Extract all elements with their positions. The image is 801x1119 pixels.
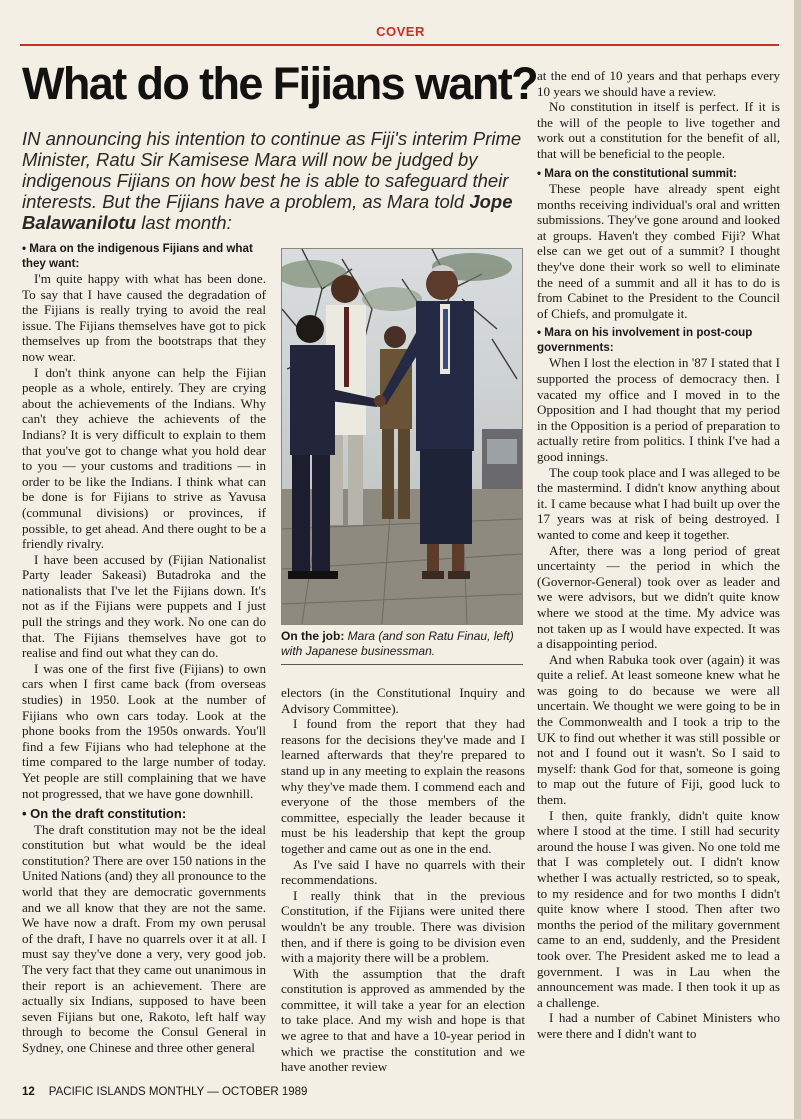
intro-standfirst xyxy=(22,128,528,233)
paragraph: I'm quite happy with what has been done. To say that I have caused the degradation of the Fijians is really trying to avoid the real issue. The Fijians themselves have got to pick themselves up from the bootstraps that they now wear. xyxy=(22,271,266,364)
paragraph: at the end of 10 years and that perhaps every 10 years we should have a review. xyxy=(537,68,780,99)
paragraph: I then, quite frankly, didn't quite know where I stood at the time. I still had security around the house I was given. No one told me that I was completely out. I didn't know whether I was actually restricted, so to speak, to my residence and for two months I didn't quite know where I stood. Then after two months the period of the military government came to an end, suddenly, and the President took over. The President asked me to lead a government. I was in Lau when the announcement was made. I then took it up as a challenge. xyxy=(537,807,780,1010)
intro-author: Jope Balawanilotu xyxy=(22,191,513,233)
subhead-summit: • Mara on the constitutional summit: xyxy=(537,166,737,180)
paragraph: The draft constitution may not be the ideal constitution but what would be the ideal constitution? There are over 150 nations in the United Nations (and) they all pronounce to the world that they are democratic governments and we all know that they are not the same. We have now a draft. From my own perusal of the draft, I have no quarrels over it at all. I must say they've done a very, very good job. The very fact that they came out unanimous in their report is an achievement. There are actually six Indians, supposed to have been seven Fijians but one, Rakoto, left half way through to become the Consul General in Sydney, one Chinese and three other general xyxy=(22,821,266,1055)
paragraph: I don't think anyone can help the Fijian people as a whole, entirely. They are crying about the achievements of the Indians. Why can't they achieve the achievents of the Indians? It is very difficult to explain to them that you've got to change what you hold dear to you — your customs and traditions — in order to be like the Indians. I think what can be done is for Fijians to strive as Yavusa (communal divisions) or provinces, if possible, to get ahead. And there ought to be a friendly rivalry. xyxy=(22,364,266,552)
paragraph: I found from the report that they had reasons for the decisions they've made and I learned afterwards that they're prepared to stand up in any meeting to explain the reasons why they've made them. I commend each and everyone of the those members of the committee, especially the leader because it must be his leadership that kept the group together and came out as one in the end. xyxy=(281,716,525,856)
headline: What do the Fijians want? xyxy=(22,58,537,109)
subhead-post-coup: • Mara on his involvement in post-coup governments: xyxy=(537,326,753,354)
paragraph: And when Rabuka took over (again) it was quite a relief. At least someone knew what he was going to do because we were all uncertain. We thought we were going to be in the Commonwealth and I took a trip to the UK to find out whether it was still possible or not and I found out it wasn't. So I said to myself: thank God for that, someone is going to map out the future of Fiji, good luck to them. xyxy=(537,651,780,808)
intro-text: IN announcing his intention to continue as Fiji's interim Prime Minister, Ratu Sir Kamisese Mara will now be judged by indigenous Fijians on how best he is able to safeguard their interests. But the Fijians have a problem, as Mara told xyxy=(22,128,522,212)
page-footer xyxy=(22,1086,307,1098)
caption-lead: On the job: xyxy=(281,629,345,643)
paragraph: I had a number of Cabinet Ministers who were there and I didn't want to xyxy=(537,1010,780,1041)
paragraph: After, there was a long period of great uncertainty — the period in which the (Governor-General) took over as leader and we were advisors, but we didn't quite know where we stood at the time. My advice was not taken up as I would have expected. It was a disappointing period. xyxy=(537,542,780,652)
paragraph: When I lost the election in '87 I stated that I supported the process of democracy then. I vacated my office and I moved in to the Opposition and I had thought that my period in the Opposition is a period of preparation to actually retire from politics. I think I've had a good innings. xyxy=(537,355,780,464)
publication-line: PACIFIC ISLANDS MONTHLY — OCTOBER 1989 xyxy=(48,1086,308,1098)
intro-tail: last month: xyxy=(136,212,232,233)
paragraph: As I've said I have no quarrels with their recommendations. xyxy=(281,856,525,888)
subhead-draft-constitution: • On the draft constitution: xyxy=(22,806,187,822)
paragraph: I was one of the first five (Fijians) to own cars when I first came back (from overseas studies) in 1950. Look at the number of Fijians who own cars today. Look at the phone books from the 1950s onwards. You'll find a few Fijians who had telephone at the time compared to the large number of today. Yet people are still complaining that we have not progressed, that we have gone downhill. xyxy=(22,660,266,801)
column-3 xyxy=(537,68,780,1042)
paragraph: I really think that in the previous Constitution, if the Fijians were united there wouldn't be any trouble. There was division then, and if there is going to be division even with a majority there will be a problem. xyxy=(281,887,525,966)
caption-text: Mara (and son Ratu Finau, left) with Japanese businessman. xyxy=(281,629,514,658)
paragraph: These people have already spent eight months receiving individual's oral and written submissions. They've gone around and looked at groups. Haven't they combed Fiji? What else can we get out of a summit? I thought they've done their work so well to eliminate the need of a summit and all it has to do is from Cabinet to the President to the Council of Chiefs, and promulgate it. xyxy=(537,181,780,321)
paragraph: With the assumption that the draft constitution is approved as ammended by the committee, it will take a year for an election to take place. And my wish and hope is that we agree to that and have a 10-year period in which we practise the constitution and we have another review xyxy=(281,965,525,1075)
paragraph: I have been accused by (Fijian Nationalist Party leader Sakeasi) Butadroka and the nationalists that I've let the Fijians down. It's not as if the Fijians were puppets and I just pull the strings and they work. No one can do that. The Fijians themselves have got to realise and find out what they can do. xyxy=(22,551,266,661)
page-edge xyxy=(794,0,801,1119)
paragraph: No constitution in itself is perfect. If it is the will of the people to live together and work out a constitution for the benefit of all, that will be beneficial to the people. xyxy=(537,99,780,161)
header-rule xyxy=(20,44,779,46)
photo-caption xyxy=(281,629,523,659)
caption-rule xyxy=(281,664,523,665)
column-2 xyxy=(281,685,525,1075)
paragraph: The coup took place and I was alleged to be the mastermind. I didn't know anything about it. I came because what I had built up over the 17 years was at risk of being destroyed. I wanted to come and keep it together. xyxy=(537,464,780,542)
paragraph: electors (in the Constitutional Inquiry and Advisory Committee). xyxy=(281,685,525,716)
photo-mara-handshake xyxy=(281,248,523,625)
subhead-indigenous: • Mara on the indigenous Fijians and what they want: xyxy=(22,242,253,270)
section-label: COVER xyxy=(376,24,425,39)
page-number: 12 xyxy=(22,1086,35,1098)
column-1 xyxy=(22,240,266,1056)
